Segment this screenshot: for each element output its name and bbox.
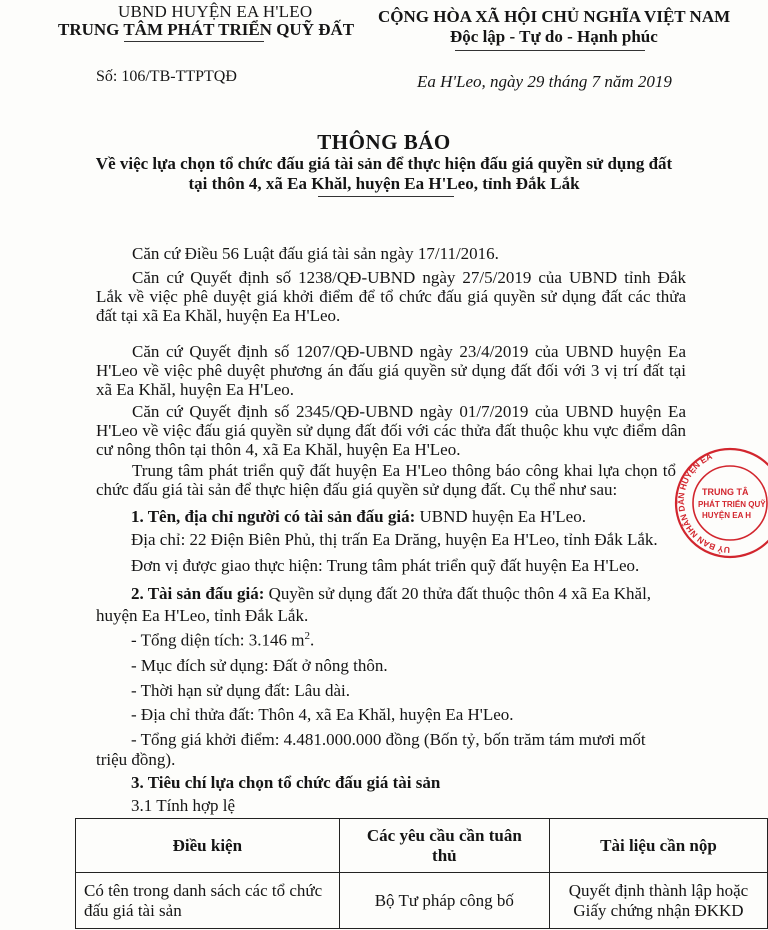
table-cell: Bộ Tư pháp công bố xyxy=(339,873,549,929)
document-title: THÔNG BÁO xyxy=(317,130,451,154)
header-left-rule xyxy=(124,41,264,42)
document-date: Ea H'Leo, ngày 29 tháng 7 năm 2019 xyxy=(417,72,672,91)
starting-price-cont: triệu đồng). xyxy=(96,750,176,769)
table-cell: Quyết định thành lập hoặc Giấy chứng nhận ĐKKD xyxy=(549,873,767,929)
document-subject-line1: Về việc lựa chọn tổ chức đấu giá tài sản để thực hiện đấu giá quyền sử dụng đất xyxy=(95,154,673,173)
total-area xyxy=(131,630,314,651)
section2-line xyxy=(131,584,651,604)
table-row xyxy=(76,873,768,929)
national-motto: Độc lập - Tự do - Hạnh phúc xyxy=(450,27,658,46)
document-number: Số: 106/TB-TTPTQĐ xyxy=(96,68,237,85)
document-subject-line2: tại thôn 4, xã Ea Khăl, huyện Ea H'Leo, tỉnh Đắk Lắk xyxy=(188,174,580,193)
section3-heading: 3. Tiêu chí lựa chọn tổ chức đấu giá tài sản xyxy=(131,773,441,792)
land-duration: - Thời hạn sử dụng đất: Lâu dài. xyxy=(131,681,351,700)
land-location: - Địa chỉ thửa đất: Thôn 4, xã Ea Khăl, huyện Ea H'Leo. xyxy=(131,705,514,724)
section1-heading: 1. Tên, địa chỉ người có tài sản đấu giá: xyxy=(131,507,416,526)
issuing-organization: TRUNG TÂM PHÁT TRIỂN QUỸ ĐẤT xyxy=(58,20,355,39)
seal-line3: HUYỆN EA H xyxy=(702,511,752,520)
table-header-cell: Các yêu cầu cần tuân thủ xyxy=(339,819,549,873)
area-unit-exponent: 2 xyxy=(304,630,310,642)
section2-value: Quyền sử dụng đất 20 thửa đất thuộc thôn 4 xã Ea Khăl, xyxy=(264,584,652,603)
criteria-table xyxy=(75,818,768,929)
official-seal-stamp xyxy=(672,447,768,559)
total-area-text: - Tổng diện tích: 3.146 m xyxy=(131,630,305,650)
header-right-rule xyxy=(455,50,645,51)
basis-paragraph: Căn cứ Quyết định số 1238/QĐ-UBND ngày 27/5/2019 của UBND tỉnh Đắk Lắk về việc phê duyệt giá khởi điểm để tổ chức đấu giá quyền sử dụng đất các thửa đất tại xã Ea Khăl, huyện Ea H'Leo. xyxy=(96,268,686,325)
table-header-row xyxy=(76,819,768,873)
national-title: CỘNG HÒA XÃ HỘI CHỦ NGHĨA VIỆT NAM xyxy=(378,7,731,26)
section1-value: UBND huyện Ea H'Leo. xyxy=(415,507,586,526)
section2-heading: 2. Tài sản đấu giá: xyxy=(131,584,265,603)
table-cell: Có tên trong danh sách các tổ chức đấu giá tài sản xyxy=(76,873,340,929)
seal-outer-text: UỶ BAN NHÂN DÂN HUYỆN EA xyxy=(675,451,731,556)
basis-paragraph: Căn cứ Quyết định số 1207/QĐ-UBND ngày 23/4/2019 của UBND huyện Ea H'Leo về việc phê duyệt phương án đấu giá quyền sử dụng đất đối với 3 vị trí đất tại xã Ea Khăl, huyện Ea H'Leo. xyxy=(96,342,686,399)
table-header-cell: Điều kiện xyxy=(76,819,340,873)
issuing-authority: UBND HUYỆN EA H'LEO xyxy=(118,2,313,21)
total-area-end: . xyxy=(309,630,315,650)
section1-line xyxy=(131,507,586,527)
title-underline xyxy=(318,196,454,197)
seal-line1: TRUNG TÂ xyxy=(702,487,749,497)
basis-paragraph: Căn cứ Quyết định số 2345/QĐ-UBND ngày 01/7/2019 của UBND huyện Ea H'Leo về việc đấu giá quyền sử dụng đất đối với các thửa đất thuộc khu vực điểm dân cư nông thôn tại thôn 4, xã Ea Khăl, huyện Ea H'Leo. xyxy=(96,402,686,459)
section3-subheading: 3.1 Tính hợp lệ xyxy=(131,796,236,815)
basis-paragraph: Căn cứ Điều 56 Luật đấu giá tài sản ngày 17/11/2016. xyxy=(132,244,499,263)
starting-price: - Tổng giá khởi điểm: 4.481.000.000 đồng (Bốn tỷ, bốn trăm tám mươi mốt xyxy=(131,730,646,749)
table-header-cell: Tài liệu cần nộp xyxy=(549,819,767,873)
announcement-paragraph: Trung tâm phát triển quỹ đất huyện Ea H'Leo thông báo công khai lựa chọn tổ chức đấu giá tài sản để thực hiện đấu giá quyền sử dụng đất. Cụ thể như sau: xyxy=(96,461,676,499)
seal-line2: PHÁT TRIỂN QUỸ xyxy=(698,500,766,509)
land-purpose: - Mục đích sử dụng: Đất ở nông thôn. xyxy=(131,656,388,675)
section2-value-cont: huyện Ea H'Leo, tỉnh Đắk Lắk. xyxy=(96,606,309,625)
owner-address: Địa chỉ: 22 Điện Biên Phủ, thị trấn Ea Drăng, huyện Ea H'Leo, tỉnh Đắk Lắk. xyxy=(131,530,658,549)
executing-unit: Đơn vị được giao thực hiện: Trung tâm phát triển quỹ đất huyện Ea H'Leo. xyxy=(131,556,640,575)
